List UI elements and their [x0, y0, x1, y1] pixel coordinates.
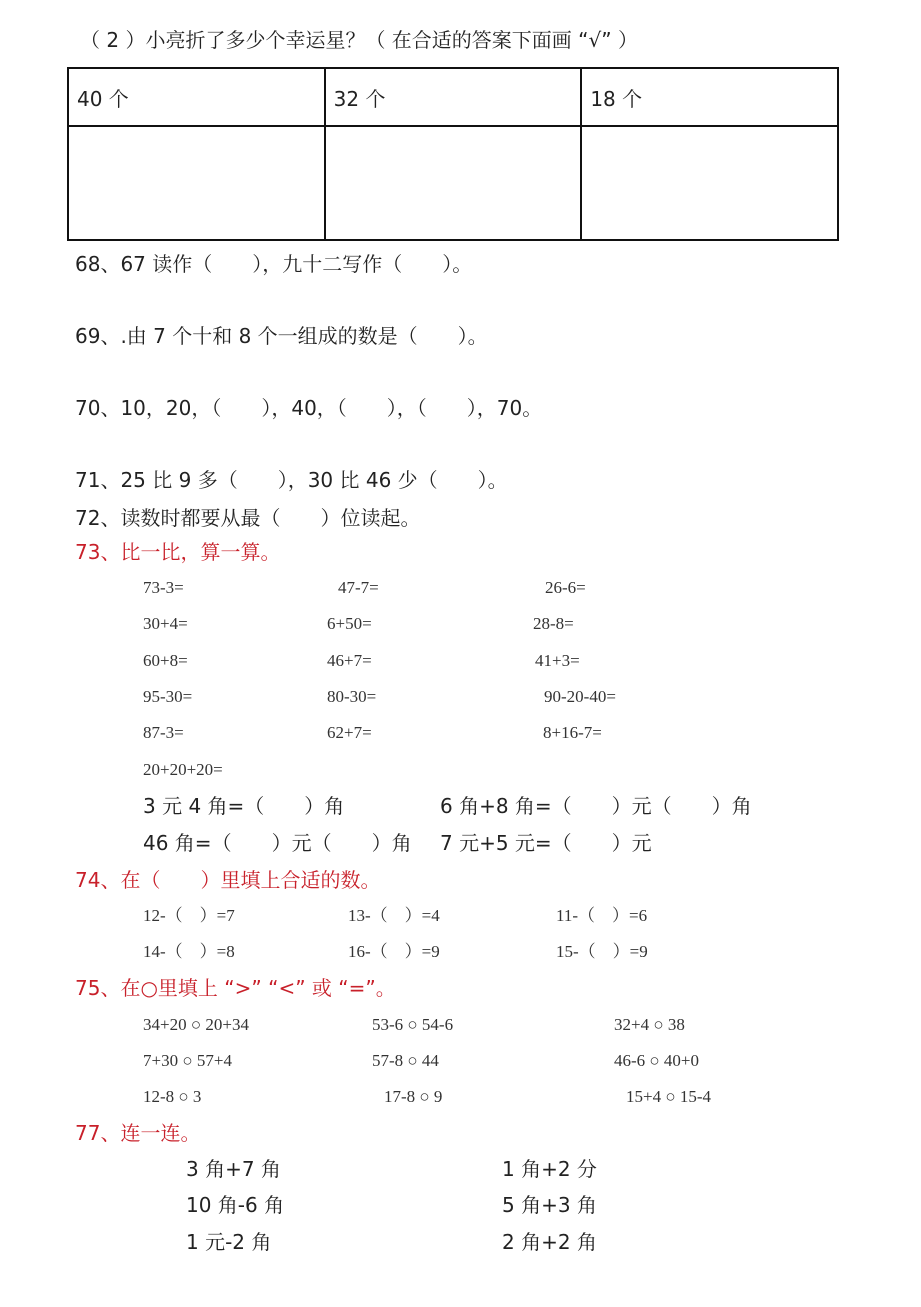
calc-item: 87-3=	[143, 723, 184, 742]
fill-item: 16-（ ）=9	[348, 942, 440, 961]
question-69: 69、.由 7 个十和 8 个一组成的数是（ ）。	[75, 324, 488, 348]
q73-title: 73、比一比，算一算。	[75, 540, 281, 564]
option-18: 18 个	[581, 68, 838, 126]
calc-item: 90-20-40=	[544, 687, 616, 706]
calc-item: 20+20+20=	[143, 760, 223, 779]
compare-item: 7+30 ○ 57+4	[143, 1051, 232, 1070]
answer-cell-32[interactable]	[325, 126, 582, 240]
calc-item: 6+50=	[327, 614, 372, 633]
compare-item: 34+20 ○ 20+34	[143, 1015, 249, 1034]
calc-item: 30+4=	[143, 614, 188, 633]
compare-item: 32+4 ○ 38	[614, 1015, 685, 1034]
option-40: 40 个	[68, 68, 325, 126]
compare-item: 46-6 ○ 40+0	[614, 1051, 700, 1070]
calc-item: 28-8=	[533, 614, 574, 633]
answer-cell-40[interactable]	[68, 126, 325, 240]
match-right-item[interactable]: 5 角+3 角	[502, 1193, 597, 1217]
match-left-item[interactable]: 1 元-2 角	[186, 1230, 272, 1254]
fill-item: 12-（ ）=7	[143, 906, 235, 925]
calc-item: 62+7=	[327, 723, 372, 742]
match-left-item[interactable]: 3 角+7 角	[186, 1157, 281, 1181]
calc-item: 47-7=	[338, 578, 379, 597]
fill-item: 11-（ ）=6	[556, 906, 648, 925]
money-item: 3 元 4 角=（ ）角	[143, 794, 345, 818]
compare-item: 17-8 ○ 9	[384, 1087, 443, 1106]
calc-item: 60+8=	[143, 651, 188, 670]
q2-question: （ 2 ）小亮折了多少个幸运星？（ 在合适的答案下面画 “√” ）	[80, 28, 638, 52]
question-68: 68、67 读作（ ），九十二写作（ ）。	[75, 252, 473, 276]
question-71: 71、25 比 9 多（ ），30 比 46 少（ ）。	[75, 468, 508, 492]
compare-item: 53-6 ○ 54-6	[372, 1015, 454, 1034]
answer-table	[67, 67, 839, 241]
money-item: 46 角=（ ）元（ ）角	[143, 831, 412, 855]
money-item: 7 元+5 元=（ ）元	[440, 831, 652, 855]
fill-item: 14-（ ）=8	[143, 942, 235, 961]
compare-item: 15+4 ○ 15-4	[626, 1087, 712, 1106]
compare-item: 12-8 ○ 3	[143, 1087, 202, 1106]
match-right-item[interactable]: 2 角+2 角	[502, 1230, 597, 1254]
answer-cell-18[interactable]	[581, 126, 838, 240]
calc-item: 95-30=	[143, 687, 193, 706]
question-70: 70、10，20，（ ），40，（ ），（ ），70。	[75, 396, 543, 420]
option-32: 32 个	[325, 68, 582, 126]
calc-item: 41+3=	[535, 651, 580, 670]
match-right-item[interactable]: 1 角+2 分	[502, 1157, 597, 1181]
match-left-item[interactable]: 10 角-6 角	[186, 1193, 285, 1217]
calc-item: 46+7=	[327, 651, 372, 670]
calc-item: 73-3=	[143, 578, 184, 597]
calc-item: 80-30=	[327, 687, 377, 706]
q75-title: 75、在○里填上 “>” “<” 或 “=”。	[75, 976, 396, 1000]
compare-item: 57-8 ○ 44	[372, 1051, 439, 1070]
q74-title: 74、在（ ）里填上合适的数。	[75, 868, 381, 892]
calc-item: 26-6=	[545, 578, 586, 597]
fill-item: 13-（ ）=4	[348, 906, 440, 925]
money-item: 6 角+8 角=（ ）元（ ）角	[440, 794, 752, 818]
fill-item: 15-（ ）=9	[556, 942, 648, 961]
q77-title: 77、连一连。	[75, 1121, 201, 1145]
calc-item: 8+16-7=	[543, 723, 602, 742]
question-72: 72、读数时都要从最（ ）位读起。	[75, 506, 421, 530]
